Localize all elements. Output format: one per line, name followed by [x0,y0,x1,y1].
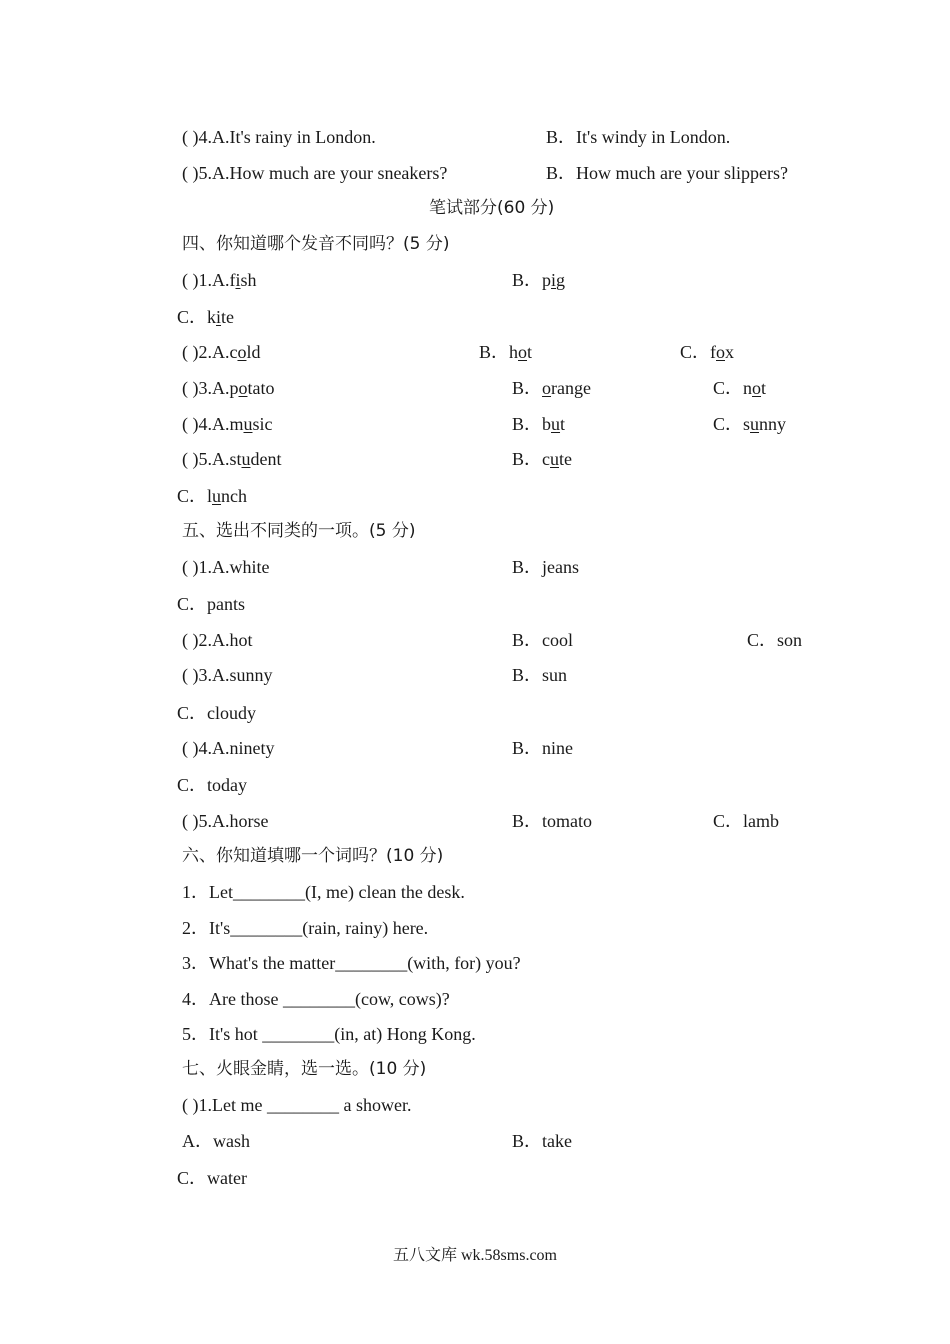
s7-q1-stem: ( )1.Let me ________ a shower. [182,1095,412,1115]
s4-q1-option-b: B．pig [512,270,566,290]
s6-item-3 [0,950,950,976]
s6-item-4-text: 4．Are those ________(cow, cows)? [182,989,450,1009]
s5-q1-option-a: ( )1.A.white [182,557,270,577]
s5-q1-row [0,554,950,580]
s4-q2-row [0,339,950,365]
s6-item-3-text: 3．What's the matter________(with, for) you? [182,953,521,973]
section-4-heading: 四、你知道哪个发音不同吗？(5 分) [182,234,450,254]
listening-q5-option-b: B．How much are your slippers? [546,163,788,183]
listening-q4 [0,124,950,150]
s5-q2-option-b: B．cool [512,630,573,650]
s5-q5-option-a: ( )5.A.horse [182,811,269,831]
s5-q3-option-a: ( )3.A.sunny [182,665,273,685]
s5-q1-option-c: C．pants [177,594,246,614]
s4-q2-option-a: ( )2.A.cold [182,342,261,362]
s7-q1-options-row-c [0,1165,950,1191]
s7-q1-option-b: B．take [512,1131,572,1151]
s5-q4-option-b: B．nine [512,738,573,758]
s5-q4-option-c: C．today [177,775,247,795]
written-part-title: 笔试部分(60 分) [429,198,555,218]
s4-q5-option-c: C．lunch [177,486,248,506]
listening-q4-option-b: B．It's windy in London. [546,127,731,147]
s4-q2-option-b: B．hot [479,342,533,362]
s7-q1-stem-row [0,1092,950,1118]
s4-q4-option-a: ( )4.A.music [182,414,273,434]
s5-q1-row-c [0,591,950,617]
s6-item-2 [0,915,950,941]
s7-q1-option-a: A．wash [182,1131,250,1151]
s5-q3-row-c [0,700,950,726]
section-5-heading-row [0,518,950,544]
s5-q2-option-a: ( )2.A.hot [182,630,253,650]
s5-q5-option-b: B．tomato [512,811,592,831]
listening-q4-option-a: ( )4.A.It's rainy in London. [182,127,376,147]
section-6-heading-row [0,843,950,869]
s5-q5-row [0,808,950,834]
s4-q2-option-c: C．fox [680,342,734,362]
s5-q3-option-c: C．cloudy [177,703,256,723]
s5-q3-row [0,662,950,688]
s6-item-4 [0,986,950,1012]
s6-item-2-text: 2．It's________(rain, rainy) here. [182,918,429,938]
s4-q4-option-b: B．but [512,414,566,434]
s4-q1-row-c [0,304,950,330]
s4-q3-row [0,375,950,401]
s5-q3-option-b: B．sun [512,665,568,685]
listening-q5-option-a: ( )5.A.How much are your sneakers? [182,163,448,183]
s4-q5-option-b: B．cute [512,449,572,469]
s7-q1-option-c: C．water [177,1168,247,1188]
s5-q1-option-b: B．jeans [512,557,579,577]
s5-q2-row [0,627,950,653]
s5-q4-option-a: ( )4.A.ninety [182,738,275,758]
s4-q3-option-c: C．not [713,378,767,398]
s4-q5-row-c [0,483,950,509]
s4-q5-row [0,446,950,472]
s5-q4-row [0,735,950,761]
s4-q3-option-a: ( )3.A.potato [182,378,275,398]
s4-q3-option-b: B．orange [512,378,591,398]
s6-item-5 [0,1021,950,1047]
s4-q5-option-a: ( )5.A.student [182,449,282,469]
written-part-title-row [0,195,950,221]
page-footer: 五八文库 wk.58sms.com [392,1247,557,1264]
section-7-heading-row [0,1056,950,1082]
s5-q5-option-c: C．lamb [713,811,779,831]
s4-q4-row [0,411,950,437]
s4-q1-row [0,267,950,293]
s4-q1-option-c: C．kite [177,307,235,327]
section-4-heading-row [0,231,950,257]
s4-q4-option-c: C．sunny [713,414,787,434]
s5-q2-option-c: C．son [747,630,803,650]
s6-item-1 [0,879,950,905]
section-6-heading: 六、你知道填哪一个词吗？(10 分) [182,846,444,866]
section-5-heading: 五、选出不同类的一项。(5 分) [182,521,416,541]
s7-q1-options-row [0,1128,950,1154]
s5-q4-row-c [0,772,950,798]
s6-item-1-text: 1．Let________(I, me) clean the desk. [182,882,465,902]
listening-q5 [0,160,950,186]
section-7-heading: 七、火眼金睛，选一选。(10 分) [182,1059,427,1079]
s4-q1-option-a: ( )1.A.fish [182,270,257,290]
s6-item-5-text: 5．It's hot ________(in, at) Hong Kong. [182,1024,476,1044]
